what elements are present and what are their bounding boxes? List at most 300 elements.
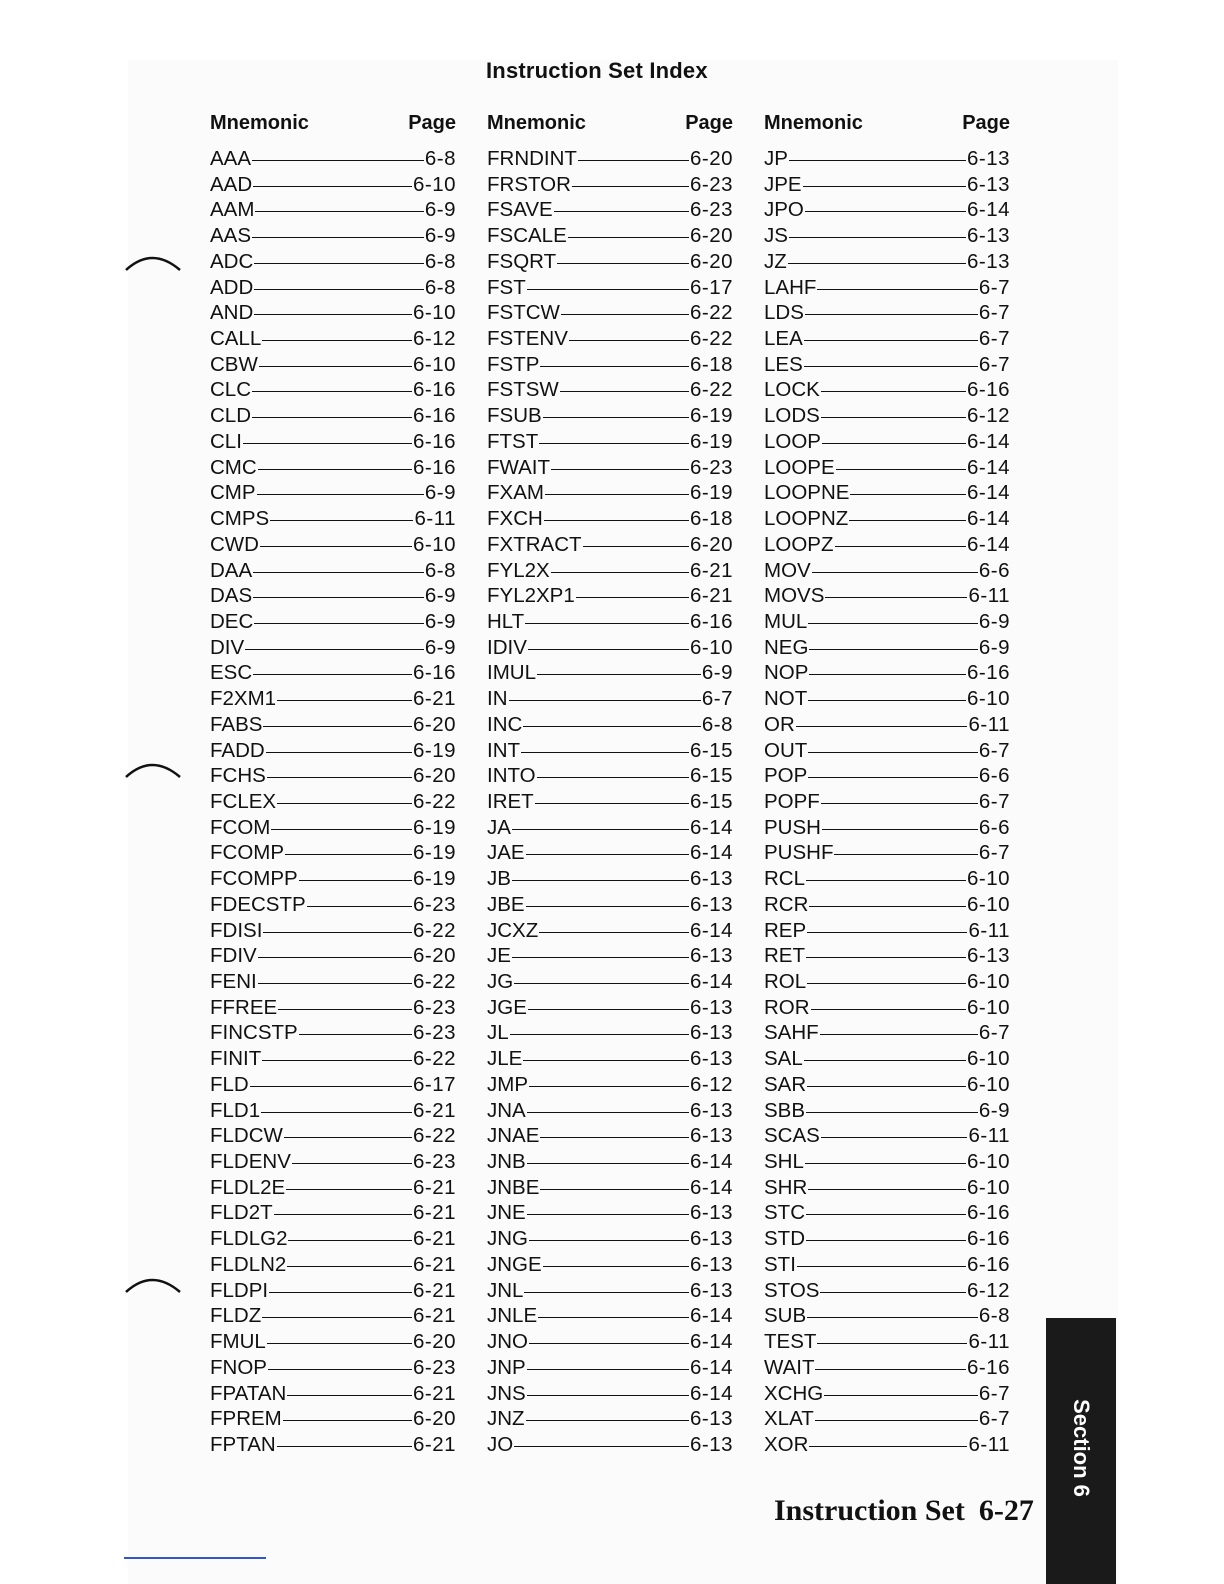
- mnemonic: FSQRT: [487, 249, 557, 273]
- leader-line: [524, 1292, 689, 1293]
- leader-line: [808, 777, 978, 778]
- page-reference: 6-16: [966, 1355, 1010, 1379]
- leader-line: [809, 906, 966, 907]
- mnemonic: FINCSTP: [210, 1021, 298, 1045]
- mnemonic: JNLE: [487, 1304, 538, 1328]
- index-entry: [210, 1303, 456, 1329]
- binder-hole-mark-top: [124, 252, 182, 272]
- leader-line: [538, 1317, 689, 1318]
- mnemonic: FMUL: [210, 1330, 266, 1354]
- index-entry: [487, 660, 733, 686]
- mnemonic: TEST: [764, 1330, 817, 1354]
- page-header: Page: [408, 112, 456, 134]
- page-reference: 6-23: [412, 1150, 456, 1174]
- leader-line: [243, 443, 412, 444]
- mnemonic: IRET: [487, 789, 534, 813]
- index-entry: [764, 532, 1010, 558]
- mnemonic: STI: [764, 1252, 796, 1276]
- mnemonic: FCOMPP: [210, 867, 298, 891]
- leader-line: [811, 1009, 966, 1010]
- page-reference: 6-6: [978, 815, 1010, 839]
- mnemonic: MOV: [764, 558, 811, 582]
- index-entry: [764, 763, 1010, 789]
- page-reference: 6-13: [689, 1227, 733, 1251]
- index-entry: [210, 1381, 456, 1407]
- index-entry: [487, 455, 733, 481]
- page-reference: 6-20: [689, 224, 733, 248]
- mnemonic: FCOMP: [210, 841, 285, 865]
- page-reference: 6-21: [412, 1278, 456, 1302]
- index-entry: [487, 352, 733, 378]
- mnemonic: DAS: [210, 584, 253, 608]
- page-reference: 6-13: [966, 224, 1010, 248]
- index-entry: [210, 1432, 456, 1458]
- page-reference: 6-10: [966, 1175, 1010, 1199]
- mnemonic: CLD: [210, 404, 252, 428]
- page-reference: 6-19: [412, 841, 456, 865]
- mnemonic: OUT: [764, 738, 808, 762]
- leader-line: [807, 932, 967, 933]
- page-reference: 6-7: [978, 301, 1010, 325]
- mnemonic: XCHG: [764, 1381, 824, 1405]
- page-reference: 6-8: [424, 147, 456, 170]
- page-reference: 6-21: [412, 1227, 456, 1251]
- mnemonic: IN: [487, 687, 508, 711]
- leader-line: [560, 391, 689, 392]
- page-reference: 6-16: [412, 661, 456, 685]
- page-reference: 6-11: [968, 1124, 1010, 1148]
- page-reference: 6-9: [424, 481, 456, 505]
- page-reference: 6-21: [689, 584, 733, 608]
- index-entry: [210, 146, 456, 172]
- mnemonic: ADD: [210, 275, 254, 299]
- page-reference: 6-7: [978, 1381, 1010, 1405]
- page-reference: 6-9: [424, 635, 456, 659]
- page-reference: 6-13: [689, 995, 733, 1019]
- mnemonic: JPE: [764, 172, 802, 196]
- page-reference: 6-9: [701, 661, 733, 685]
- leader-line: [834, 854, 977, 855]
- index-entry: [210, 1329, 456, 1355]
- index-entry: [764, 712, 1010, 738]
- leader-line: [277, 1446, 412, 1447]
- page-reference: 6-22: [412, 1124, 456, 1148]
- mnemonic: SAL: [764, 1047, 803, 1071]
- index-entry: [487, 1020, 733, 1046]
- leader-line: [583, 546, 689, 547]
- index-entry: [210, 197, 456, 223]
- mnemonic: JPO: [764, 198, 804, 222]
- page-reference: 6-8: [424, 558, 456, 582]
- page-reference: 6-16: [966, 1252, 1010, 1276]
- index-entry: [764, 1020, 1010, 1046]
- mnemonic: DIV: [210, 635, 245, 659]
- leader-line: [822, 443, 966, 444]
- page-reference: 6-21: [412, 1252, 456, 1276]
- index-entry: [210, 249, 456, 275]
- footer-title-text: Instruction Set: [774, 1494, 965, 1527]
- index-entry: [487, 738, 733, 764]
- leader-line: [568, 237, 689, 238]
- page-reference: 6-23: [689, 455, 733, 479]
- leader-line: [820, 1292, 966, 1293]
- index-entry: [210, 1020, 456, 1046]
- page-reference: 6-8: [424, 275, 456, 299]
- index-entry: [210, 1252, 456, 1278]
- leader-line: [254, 314, 412, 315]
- index-entry: [210, 840, 456, 866]
- binder-hole-mark-bottom: [124, 1274, 182, 1294]
- index-entry: [764, 377, 1010, 403]
- index-entry: [210, 1175, 456, 1201]
- page-reference: 6-8: [978, 1304, 1010, 1328]
- mnemonic: ROL: [764, 970, 807, 993]
- mnemonic: FCHS: [210, 764, 266, 788]
- page-reference: 6-10: [412, 172, 456, 196]
- page-reference: 6-10: [966, 687, 1010, 711]
- page-reference: 6-10: [966, 1047, 1010, 1071]
- page-reference: 6-20: [412, 944, 456, 968]
- mnemonic: LODS: [764, 404, 820, 428]
- page-reference: 6-16: [412, 455, 456, 479]
- mnemonic: FSTP: [487, 352, 540, 376]
- leader-line: [835, 546, 966, 547]
- leader-line: [808, 623, 978, 624]
- leader-line: [537, 777, 689, 778]
- mnemonic: LDS: [764, 301, 804, 325]
- mnemonic: XOR: [764, 1432, 809, 1456]
- mnemonic: FNOP: [210, 1355, 267, 1379]
- mnemonic: JP: [764, 147, 788, 170]
- index-entry: [487, 1432, 733, 1458]
- leader-line: [287, 1395, 412, 1396]
- index-entry: [487, 249, 733, 275]
- leader-line: [543, 1266, 689, 1267]
- leader-line: [253, 186, 412, 187]
- mnemonic: FLDCW: [210, 1124, 283, 1148]
- page-reference: 6-13: [689, 1407, 733, 1431]
- page-reference: 6-8: [424, 249, 456, 273]
- mnemonic: LES: [764, 352, 803, 376]
- index-entry: [487, 480, 733, 506]
- page-reference: 6-22: [412, 918, 456, 942]
- index-entry: [487, 1098, 733, 1124]
- mnemonic: JCXZ: [487, 918, 539, 942]
- mnemonic: CMC: [210, 455, 257, 479]
- page-reference: 6-6: [978, 558, 1010, 582]
- page-reference: 6-19: [412, 815, 456, 839]
- mnemonic: JAE: [487, 841, 525, 865]
- index-entry: [764, 635, 1010, 661]
- index-entry: [487, 197, 733, 223]
- mnemonic: JNS: [487, 1381, 526, 1405]
- leader-line: [557, 263, 689, 264]
- mnemonic: JNO: [487, 1330, 528, 1354]
- mnemonic: FYL2X: [487, 558, 550, 582]
- index-entry: [210, 892, 456, 918]
- leader-line: [277, 700, 412, 701]
- page-reference: 6-23: [412, 1355, 456, 1379]
- page-reference: 6-9: [978, 609, 1010, 633]
- index-entry: [764, 223, 1010, 249]
- leader-line: [809, 674, 966, 675]
- mnemonic: FWAIT: [487, 455, 551, 479]
- leader-line: [250, 1086, 412, 1087]
- mnemonic: JO: [487, 1432, 514, 1456]
- leader-line: [561, 314, 689, 315]
- leader-line: [551, 469, 689, 470]
- index-entry: [487, 1406, 733, 1432]
- mnemonic: DEC: [210, 609, 254, 633]
- index-entry: [210, 558, 456, 584]
- leader-line: [299, 1034, 412, 1035]
- index-entry: [764, 249, 1010, 275]
- mnemonic: FLDLG2: [210, 1227, 288, 1251]
- leader-line: [805, 211, 966, 212]
- page-reference: 6-7: [978, 789, 1010, 813]
- page-reference: 6-13: [689, 1432, 733, 1456]
- page-reference: 6-10: [412, 301, 456, 325]
- page-reference: 6-14: [966, 481, 1010, 505]
- index-entry: [487, 995, 733, 1021]
- page-reference: 6-15: [689, 789, 733, 813]
- page-reference: 6-23: [689, 172, 733, 196]
- page-reference: 6-14: [689, 1150, 733, 1174]
- mnemonic: PUSHF: [764, 841, 834, 865]
- mnemonic: CWD: [210, 532, 259, 556]
- mnemonic: FFREE: [210, 995, 278, 1019]
- page-reference: 6-9: [424, 609, 456, 633]
- mnemonic: FYL2XP1: [487, 584, 575, 608]
- index-entry: [210, 352, 456, 378]
- leader-line: [287, 1266, 412, 1267]
- page-reference: 6-13: [689, 867, 733, 891]
- index-entry: [210, 1278, 456, 1304]
- index-entry: [487, 146, 733, 172]
- footer-running-title: [774, 1494, 1034, 1528]
- leader-line: [267, 777, 412, 778]
- index-rows: [210, 146, 456, 1458]
- mnemonic: JS: [764, 224, 788, 248]
- leader-line: [252, 160, 424, 161]
- index-entry: [210, 1226, 456, 1252]
- leader-line: [253, 597, 424, 598]
- leader-line: [529, 1343, 689, 1344]
- index-entry: [764, 892, 1010, 918]
- page-reference: 6-13: [689, 1047, 733, 1071]
- index-entry: [487, 1072, 733, 1098]
- page-reference: 6-16: [412, 378, 456, 402]
- page-title: Instruction Set Index: [486, 58, 708, 83]
- mnemonic: FXCH: [487, 507, 543, 531]
- leader-line: [258, 983, 412, 984]
- page-reference: 6-13: [689, 1201, 733, 1225]
- page-reference: 6-18: [689, 352, 733, 376]
- mnemonic: JG: [487, 970, 514, 993]
- page-reference: 6-22: [689, 327, 733, 351]
- index-entry: [764, 918, 1010, 944]
- page-reference: 6-14: [966, 532, 1010, 556]
- leader-line: [254, 623, 424, 624]
- mnemonic: FPATAN: [210, 1381, 287, 1405]
- mnemonic: JNL: [487, 1278, 524, 1302]
- mnemonic: RCL: [764, 867, 806, 891]
- index-entry: [764, 840, 1010, 866]
- index-entry: [764, 1278, 1010, 1304]
- page-reference: 6-14: [689, 970, 733, 993]
- leader-line: [526, 854, 689, 855]
- mnemonic: FLD1: [210, 1098, 261, 1122]
- mnemonic: FSAVE: [487, 198, 553, 222]
- mnemonic: FSTSW: [487, 378, 559, 402]
- binder-hole-mark-middle: [124, 759, 182, 779]
- leader-line: [257, 494, 424, 495]
- mnemonic: FDISI: [210, 918, 263, 942]
- index-entry: [210, 789, 456, 815]
- leader-line: [278, 1009, 412, 1010]
- leader-line: [537, 674, 701, 675]
- mnemonic-header: Mnemonic: [210, 112, 309, 134]
- footer-page-number: 6-27: [978, 1494, 1034, 1527]
- page-reference: 6-21: [412, 1381, 456, 1405]
- mnemonic: JNE: [487, 1201, 526, 1225]
- leader-line: [259, 366, 412, 367]
- index-column-3: [764, 112, 1010, 1458]
- page-reference: 6-20: [689, 147, 733, 170]
- page-reference: 6-22: [412, 789, 456, 813]
- index-entry: [210, 506, 456, 532]
- leader-line: [529, 1240, 689, 1241]
- leader-line: [514, 1446, 689, 1447]
- leader-line: [307, 906, 412, 907]
- page-reference: 6-11: [968, 918, 1010, 942]
- index-entry: [764, 1200, 1010, 1226]
- mnemonic: JE: [487, 944, 511, 968]
- mnemonic: JLE: [487, 1047, 523, 1071]
- leader-line: [262, 1317, 412, 1318]
- leader-line: [815, 1369, 965, 1370]
- mnemonic: ADC: [210, 249, 254, 273]
- leader-line: [260, 546, 412, 547]
- leader-line: [528, 1009, 689, 1010]
- leader-line: [267, 1343, 412, 1344]
- page-reference: 6-22: [412, 1047, 456, 1071]
- mnemonic: FSTCW: [487, 301, 560, 325]
- mnemonic: RCR: [764, 892, 809, 916]
- index-entry: [764, 1072, 1010, 1098]
- leader-line: [820, 1034, 978, 1035]
- mnemonic: HLT: [487, 609, 525, 633]
- mnemonic: AAS: [210, 224, 252, 248]
- index-entry: [210, 995, 456, 1021]
- mnemonic: FINIT: [210, 1047, 262, 1071]
- leader-line: [512, 957, 689, 958]
- mnemonic: FABS: [210, 712, 263, 736]
- mnemonic: XLAT: [764, 1407, 814, 1431]
- leader-line: [554, 211, 689, 212]
- mnemonic: JNP: [487, 1355, 526, 1379]
- index-entry: [764, 1406, 1010, 1432]
- index-entry: [764, 480, 1010, 506]
- leader-line: [539, 443, 689, 444]
- mnemonic: FSCALE: [487, 224, 567, 248]
- page-reference: 6-10: [966, 970, 1010, 993]
- page-reference: 6-9: [424, 224, 456, 248]
- leader-line: [789, 160, 966, 161]
- index-entry: [210, 172, 456, 198]
- leader-line: [277, 803, 412, 804]
- leader-line: [527, 289, 689, 290]
- index-entry: [487, 1278, 733, 1304]
- index-entry: [487, 1381, 733, 1407]
- leader-line: [266, 752, 412, 753]
- index-entry: [764, 1381, 1010, 1407]
- page-reference: 6-16: [966, 661, 1010, 685]
- leader-line: [821, 1137, 968, 1138]
- mnemonic: FCOM: [210, 815, 271, 839]
- mnemonic: REP: [764, 918, 807, 942]
- page-reference: 6-13: [689, 892, 733, 916]
- index-entry: [764, 403, 1010, 429]
- leader-line: [815, 1420, 978, 1421]
- page-reference: 6-7: [978, 352, 1010, 376]
- page-reference: 6-22: [689, 301, 733, 325]
- index-entry: [487, 429, 733, 455]
- leader-line: [252, 237, 424, 238]
- index-entry: [764, 1355, 1010, 1381]
- leader-line: [271, 829, 412, 830]
- page-reference: 6-14: [689, 1381, 733, 1405]
- index-entry: [210, 403, 456, 429]
- index-entry: [764, 146, 1010, 172]
- mnemonic: AAA: [210, 147, 252, 170]
- mnemonic: FDECSTP: [210, 892, 306, 916]
- leader-line: [258, 957, 412, 958]
- leader-line: [797, 1266, 966, 1267]
- index-entry: [487, 609, 733, 635]
- page-reference: 6-13: [689, 1021, 733, 1045]
- index-entry: [487, 635, 733, 661]
- mnemonic: LOOP: [764, 429, 821, 453]
- page-reference: 6-14: [689, 1330, 733, 1354]
- page-reference: 6-14: [966, 507, 1010, 531]
- leader-line: [528, 649, 689, 650]
- section-tab-label: Section 6: [1069, 1399, 1094, 1497]
- index-entry: [210, 815, 456, 841]
- page-reference: 6-14: [689, 1304, 733, 1328]
- mnemonic: JA: [487, 815, 511, 839]
- index-entry: [210, 1098, 456, 1124]
- page-reference: 6-20: [412, 764, 456, 788]
- page-reference: 6-22: [689, 378, 733, 402]
- mnemonic: JBE: [487, 892, 525, 916]
- index-entry: [764, 943, 1010, 969]
- leader-line: [254, 263, 424, 264]
- mnemonic: ESC: [210, 661, 253, 685]
- leader-line: [806, 1214, 966, 1215]
- mnemonic: FADD: [210, 738, 265, 762]
- page-reference: 6-16: [966, 1227, 1010, 1251]
- index-entry: [487, 866, 733, 892]
- index-entry: [210, 1046, 456, 1072]
- page-reference: 6-19: [689, 481, 733, 505]
- mnemonic: SHL: [764, 1150, 804, 1174]
- column-header: [764, 112, 1010, 146]
- index-entry: [487, 300, 733, 326]
- leader-line: [807, 1317, 978, 1318]
- index-entry: [764, 1432, 1010, 1458]
- leader-line: [254, 289, 424, 290]
